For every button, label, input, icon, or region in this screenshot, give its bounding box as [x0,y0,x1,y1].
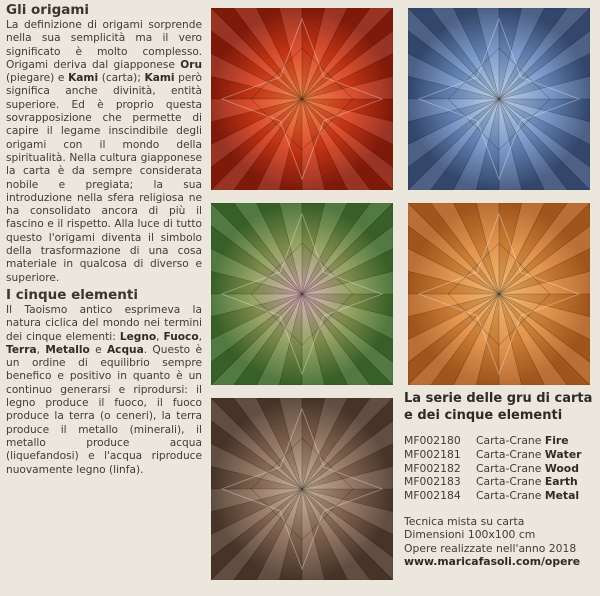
artwork-earth [408,203,590,385]
artwork-title: Carta-Crane [476,434,545,447]
artwork-fire [211,8,393,190]
series-list [404,434,581,503]
origami-text-run: La definizione di origami sorprende nella sua semplicità ma il vero significato è molto complesso. Origami deriva dal giapponese [6,19,202,71]
origami-text-run: Kami [68,72,99,85]
artwork-element: Water [544,447,582,461]
series-row [404,462,581,476]
artwork-water [408,8,590,190]
series-title: La serie delle gru di carta e dei cinque elementi [404,391,593,423]
series-info [404,390,598,569]
artwork-name [476,489,581,503]
technique-info [404,515,598,556]
dimensions-text: Dimensioni 100x100 cm [404,528,536,542]
elements-paragraph [6,304,202,477]
origami-wood-image [211,203,393,385]
artwork-element: Fire [544,434,569,447]
artwork-title: Carta-Crane [476,461,545,475]
origami-text-run: però significa anche divinità, entità superiore. Ed è proprio questa sovrapposizione che permette di capire il legame inscindibile degli origami con il mondo della spiritualità. Nella cultura giapponese la carta è da sempre considerata nobile e pregiata; la sua introduzione nella sfera religiosa ne ha consolidato ancora di più il fascino e il rispetto. Alla luce di tutto questo l'origami diventa il simbolo della trasformazione di una cosa materiale in qualcosa di diverso e superiore. [6,72,203,284]
elements-text-run: Terra [6,343,37,356]
artwork-wood [211,203,393,385]
artwork-element: Wood [544,461,579,475]
origami-metal-image [211,398,393,580]
elements-text-run: . Questo è un ordine di equilibrio sempre benefico e positivo in quanto è un continuo generarsi e riprodursi: il legno produce il fuoco, il fuoco produce la terra (o ceneri), la terra produce il metallo (minerali), il metallo produce acqua (liquefandosi) e l'acqua riproduce nuovamente legno (linfa). [6,343,202,476]
elements-text-run: Fuoco [163,330,199,343]
artwork-name [476,462,581,476]
elements-text-run: , [36,343,46,356]
artwork-title: Carta-Crane [476,447,545,461]
artwork-code: MF002183 [404,475,461,489]
artwork-code: MF002182 [404,461,461,475]
artwork-name [476,475,581,489]
elements-text-run: Il Taoismo antico esprimeva la natura ciclica del mondo nei termini dei cinque elementi: [6,303,202,343]
artwork-code: MF002180 [404,434,461,447]
origami-text-run: Oru [180,58,202,71]
elements-text-run: Acqua [106,343,144,356]
origami-text-run: Kami [144,72,175,85]
website-link[interactable]: www.maricafasoli.com/opere [404,555,581,569]
technique-text: Tecnica mista su carta [404,514,525,528]
origami-paragraph [6,19,202,285]
origami-water-image [408,8,590,190]
section-title-elements: I cinque elementi [6,286,138,303]
artwork-code: MF002184 [404,489,461,503]
series-row [404,489,581,503]
origami-fire-image [211,8,393,190]
section-title-origami: Gli origami [6,2,90,18]
series-row [404,475,581,489]
series-row [404,448,581,462]
artwork-element: Earth [544,475,578,489]
series-row [404,434,581,448]
artwork-title: Carta-Crane [476,489,545,503]
elements-text-run: , [156,330,164,343]
year-text: Opere realizzate nell'anno 2018 [404,541,577,555]
artwork-metal [211,398,393,580]
artwork-code: MF002181 [404,447,461,461]
artwork-element: Metal [544,489,580,503]
elements-text-run: Legno [119,330,157,343]
origami-earth-image [408,203,590,385]
artwork-name [476,448,581,462]
artwork-title: Carta-Crane [476,475,545,489]
elements-text-run: Metallo [45,343,90,356]
artwork-name [476,434,581,448]
elements-text-run: e [89,343,107,356]
elements-text-run: , [198,330,202,343]
intro-column [6,2,202,477]
origami-text-run: (carta); [98,72,145,85]
origami-text-run: (piegare) e [6,72,69,85]
